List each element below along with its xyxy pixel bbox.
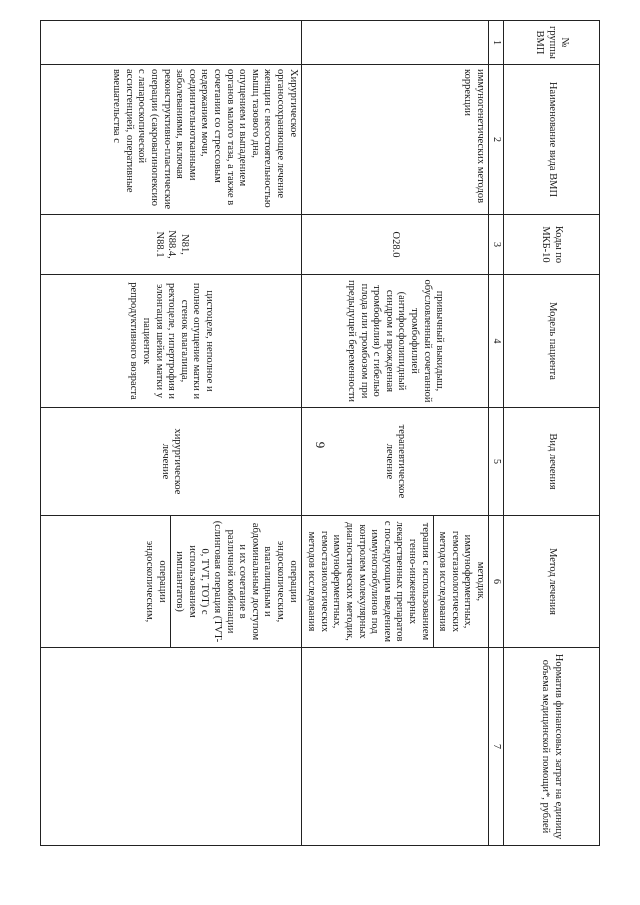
header-vmp-name: Наименование вида ВМП — [504, 65, 600, 215]
column-number: 7 — [489, 648, 504, 846]
row1-patient-model: привычный выкидыш, обусловленный сочетанной тромбофилией (антифосфолипидный синдром и врожденная тромбофилия) с гибелью плода или тромбозом при предыдущей беременности — [301, 275, 488, 408]
column-number: 3 — [489, 215, 504, 275]
row2-treatment-type: хирургическое лечение — [41, 408, 302, 516]
row2-group — [41, 21, 302, 65]
row2-method-a: операции эндоскопическим, влагалищным и абдоминальным доступом и их сочетание в различной комбинации (слинговая операция (TVT-0, TVT, TOT) с использованием имплантатов) — [170, 516, 301, 648]
row2-icd-codes: N81, N88.4, N88.1 — [41, 215, 302, 275]
column-number: 4 — [489, 275, 504, 408]
row1-method-a: методик, иммуноферментных, гемостазиологических методов исследования — [433, 516, 488, 648]
vmp-table-sheet — [40, 20, 600, 845]
header-treatment-type: Вид лечения — [504, 408, 600, 516]
row2-method-b: операции эндоскопическим, — [41, 516, 171, 648]
column-number: 2 — [489, 65, 504, 215]
page-number: 9 — [313, 441, 328, 449]
header-patient-model: Модель пациента — [504, 275, 600, 408]
row2-financial-norm — [41, 648, 302, 846]
row1-financial-norm — [301, 648, 488, 846]
row1-group — [301, 21, 488, 65]
row1-icd-codes: O28.0 — [301, 215, 488, 275]
header-icd-codes: Коды по МКБ-10 — [504, 215, 600, 275]
row1-treatment-type: терапевтическое лечение — [301, 408, 488, 516]
row1-method-b: терапия с использованием генно-инженерных лекарственных препаратов с последующим введением иммуноглобулинов под контролем молекулярных диагностических методик, иммуноферментных, гемостазиологических методов исследования — [301, 516, 433, 648]
header-financial-norm: Норматив финансовых затрат на единицу объема медицинской помощи*, рублей — [504, 648, 600, 846]
header-group-number: № группы ВМП — [504, 21, 600, 65]
vmp-table — [40, 20, 600, 846]
column-number: 1 — [489, 21, 504, 65]
row1-vmp-name: иммуногенетических методов коррекции — [301, 65, 488, 215]
header-treatment-method: Метод лечения — [504, 516, 600, 648]
column-number: 5 — [489, 408, 504, 516]
row2-patient-model: цистоцеле, неполное и полное опущение матки и стенок влагалища, ректоцеле, гипертрофия и элонгация шейки матки у пациенток репродуктивного возраста — [41, 275, 302, 408]
column-number: 6 — [489, 516, 504, 648]
row2-vmp-name: Хирургическое органосохраняющее лечение женщин с несостоятельностью мышц тазового дна, опущением и выпадением органов малого таза, а также в сочетании со стрессовым недержанием мочи, соединительнотканными заболеваниями, включая реконструктивно-пластические операции (сакровагинопексию с лапароскопической ассистенцией, оперативные вмешательства с — [41, 65, 302, 215]
